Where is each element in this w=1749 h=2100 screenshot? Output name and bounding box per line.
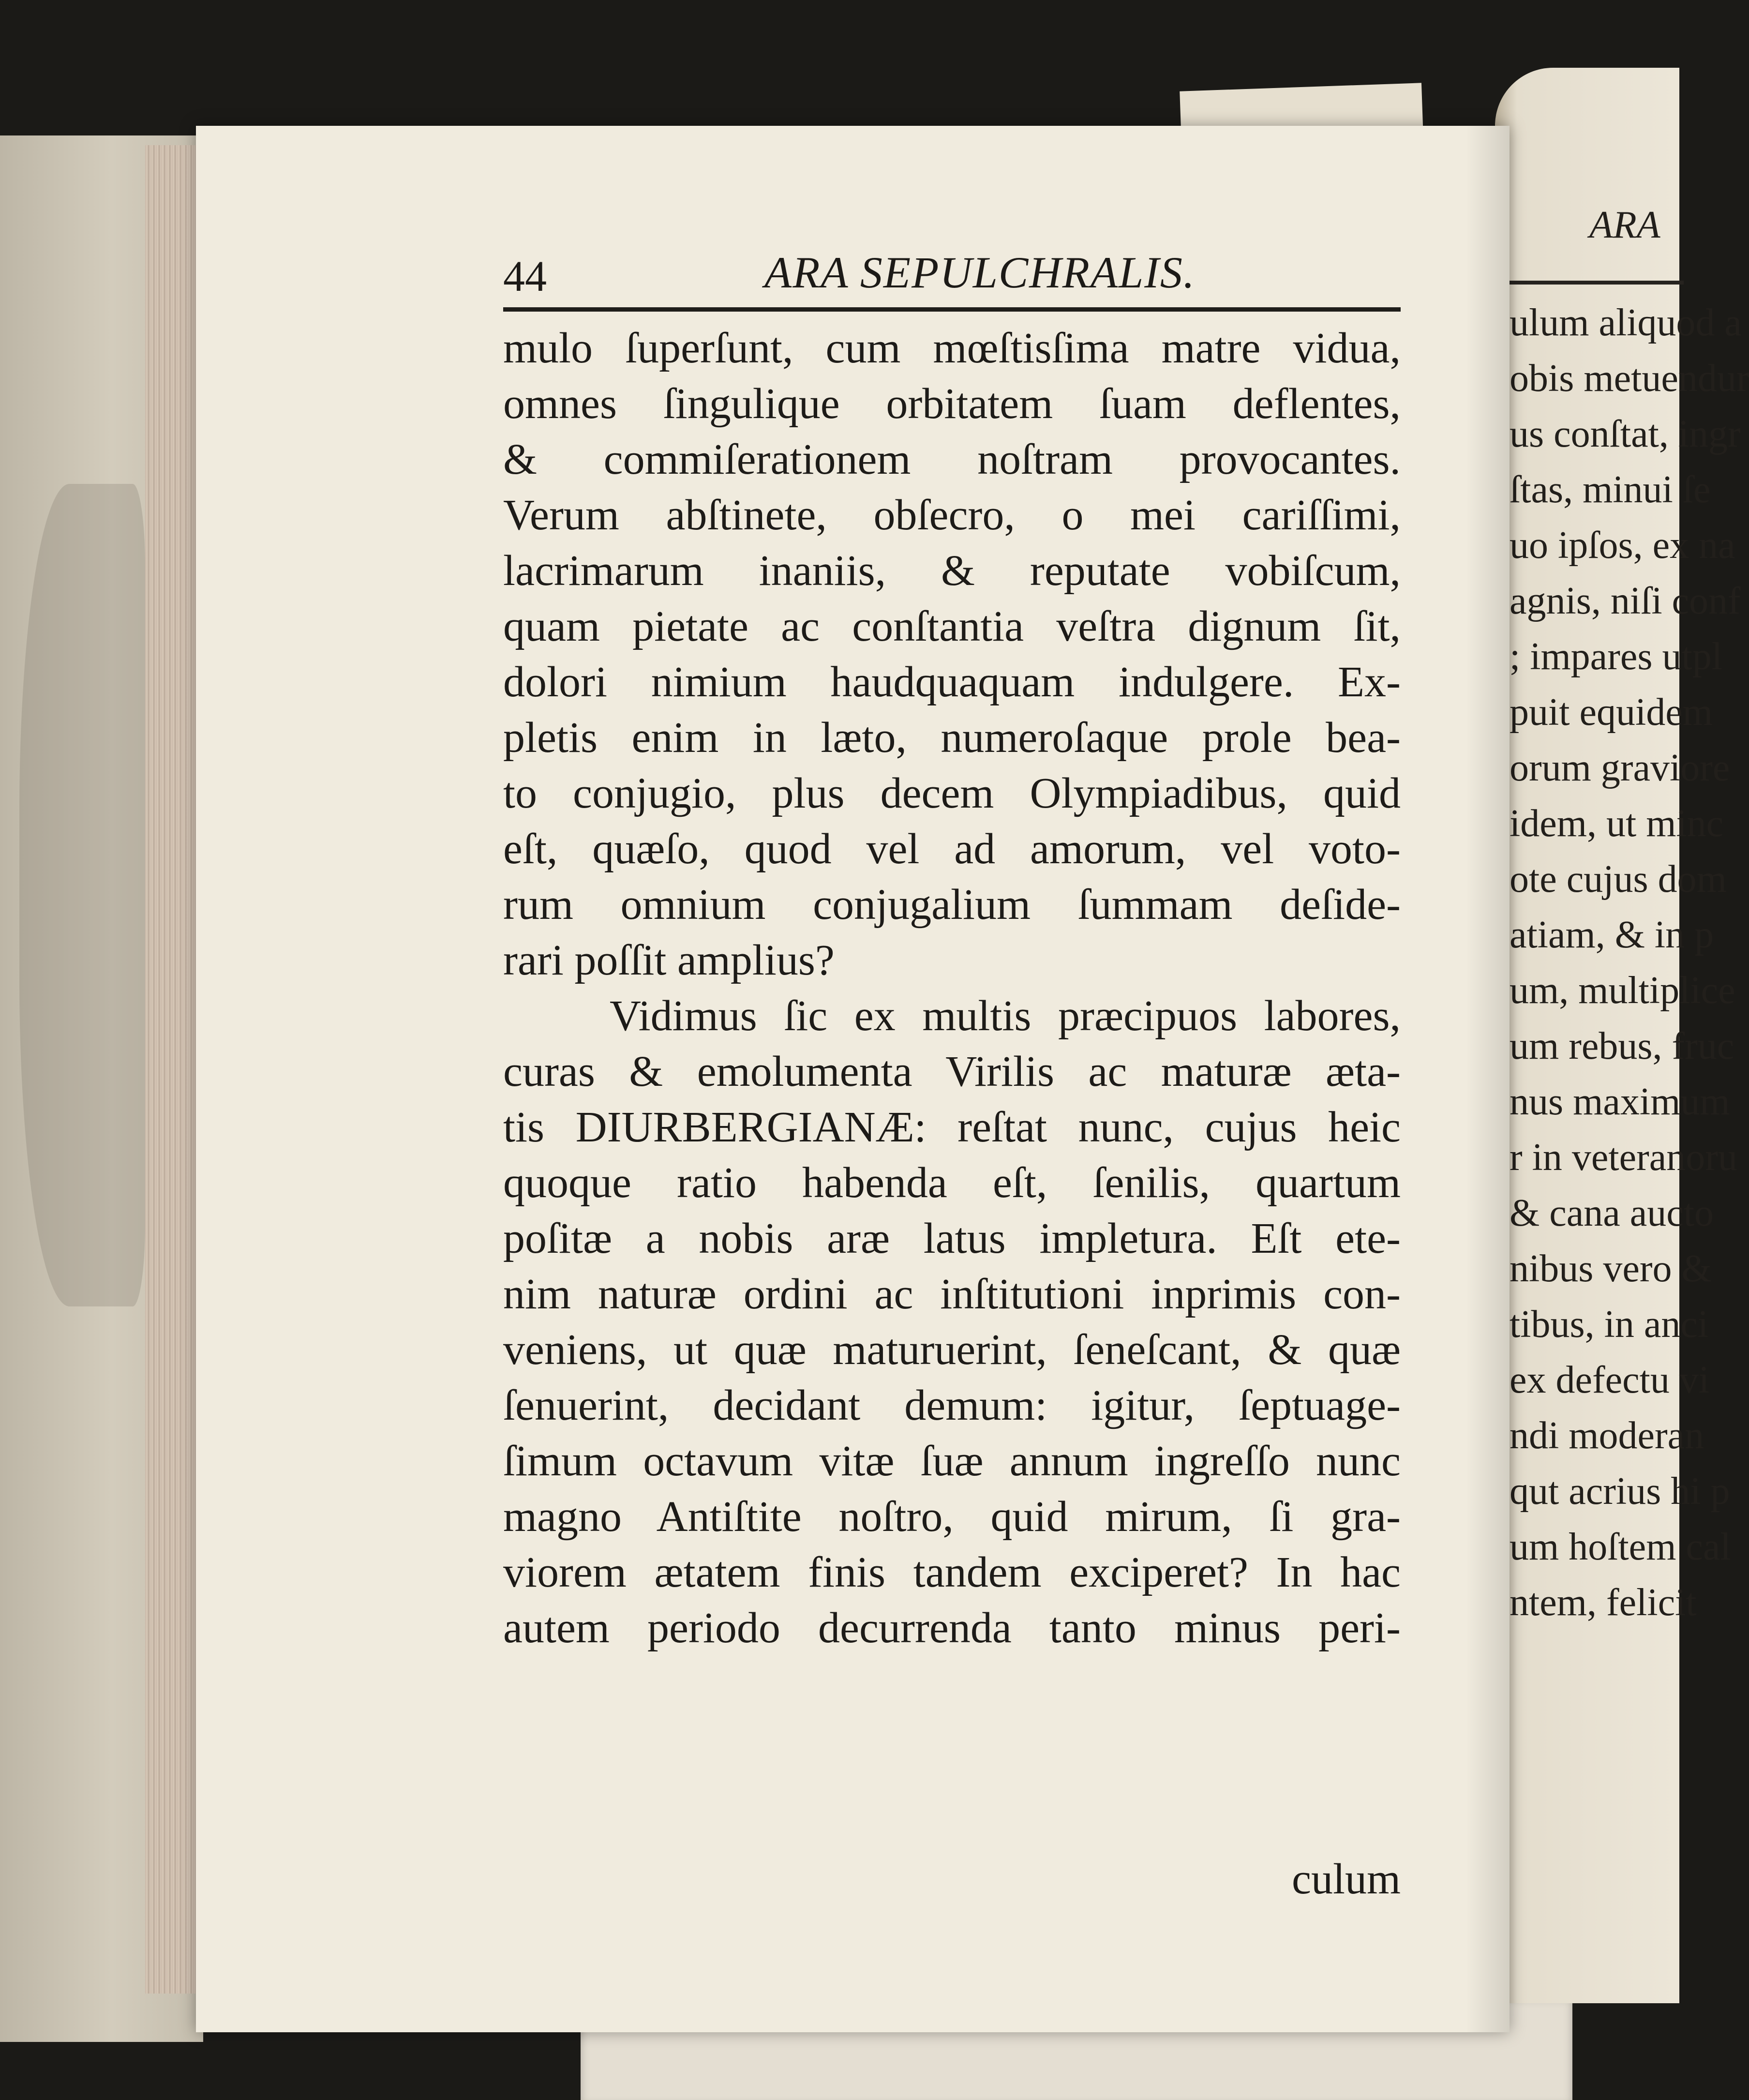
text-line: autem periodo decurrenda tanto minus peri- bbox=[503, 1604, 1401, 1652]
text-line: quoque ratio habenda eſt, ſenilis, quartum bbox=[503, 1159, 1401, 1207]
facing-text-line: um hoſtem cal bbox=[1510, 1526, 1731, 1568]
text-line: curas & emolumenta Virilis ac maturæ æta- bbox=[503, 1048, 1401, 1095]
facing-running-title: ARA bbox=[1589, 204, 1660, 246]
text-line: viorem ætatem finis tandem exciperet? In hac bbox=[503, 1548, 1401, 1596]
facing-text-line: obis metuendur bbox=[1510, 357, 1749, 400]
text-line: rari poſſit amplius? bbox=[503, 936, 835, 984]
facing-text-line: r in veteranoru bbox=[1510, 1136, 1737, 1179]
facing-text-block bbox=[1510, 295, 1749, 1631]
text-line: Verum abſtinete, obſecro, o mei cariſſimi, bbox=[503, 491, 1401, 539]
facing-text-line: ote cujus dom bbox=[1510, 858, 1727, 900]
facing-text-line: atiam, & in p bbox=[1510, 914, 1714, 956]
facing-text-line: & cana aucto bbox=[1510, 1192, 1714, 1234]
facing-text-line: puit equidem bbox=[1510, 691, 1713, 734]
text-line: dolori nimium haudquaquam indulgere. Ex- bbox=[503, 658, 1401, 706]
facing-text-line: us conſtat, ingr bbox=[1510, 413, 1741, 455]
facing-text-line: agnis, niſi conf bbox=[1510, 580, 1741, 622]
page-header bbox=[503, 242, 1408, 315]
facing-text-line: ulum aliquod a bbox=[1510, 301, 1742, 344]
facing-text-line: tibus, in anci bbox=[1510, 1303, 1709, 1346]
facing-page bbox=[1495, 68, 1749, 2003]
text-line: ſenuerint, decidant demum: igitur, ſeptuage- bbox=[503, 1381, 1401, 1429]
text-line: lacrimarum inaniis, & reputate vobiſcum, bbox=[503, 547, 1401, 595]
header-rule bbox=[503, 307, 1401, 312]
facing-text-line: ntem, felicit bbox=[1510, 1581, 1697, 1624]
facing-text-line: um rebus, fruc bbox=[1510, 1025, 1734, 1067]
facing-header-rule bbox=[1500, 281, 1684, 285]
facing-text-line: nibus vero & bbox=[1510, 1247, 1712, 1290]
running-title: ARA SEPULCHRALIS. bbox=[764, 248, 1196, 297]
text-line: ſimum octavum vitæ ſuæ annum ingreſſo nunc bbox=[503, 1437, 1401, 1485]
text-line: & commiſerationem noſtram provocantes. bbox=[503, 435, 1401, 483]
facing-text-line: nus maximum bbox=[1510, 1080, 1730, 1123]
text-line: magno Antiſtite noſtro, quid mirum, ſi gra- bbox=[503, 1493, 1401, 1541]
body-text bbox=[503, 320, 1401, 1903]
facing-text-line: um, multiplice bbox=[1510, 969, 1735, 1012]
text-line: Vidimus ſic ex multis præcipuos labores, bbox=[610, 992, 1401, 1040]
text-line: tis DIURBERGIANÆ: reſtat nunc, cujus heic bbox=[503, 1103, 1401, 1151]
facing-text-line: ſtas, minui ſe bbox=[1510, 468, 1711, 511]
catchword: culum bbox=[1292, 1855, 1401, 1903]
text-line: mulo ſuperſunt, cum mœſtisſima matre vidua, bbox=[503, 324, 1401, 372]
page-number: 44 bbox=[503, 253, 547, 300]
text-line: eſt, quæſo, quod vel ad amorum, vel voto- bbox=[503, 825, 1401, 873]
text-line: poſitæ a nobis aræ latus impletura. Eſt ete- bbox=[503, 1215, 1401, 1262]
left-page-shadow bbox=[19, 484, 145, 1306]
facing-text-line: ex defectu vi bbox=[1510, 1359, 1710, 1401]
facing-text-line: ; impares utpl bbox=[1510, 635, 1722, 678]
text-line: quam pietate ac conſtantia veſtra dignum ſit, bbox=[503, 602, 1401, 650]
text-line: pletis enim in læto, numeroſaque prole bea- bbox=[503, 714, 1401, 762]
text-line: veniens, ut quæ maturuerint, ſeneſcant, & quæ bbox=[503, 1326, 1401, 1374]
facing-text-line: qut acrius hi p bbox=[1510, 1470, 1730, 1513]
facing-text-line: orum graviore bbox=[1510, 747, 1730, 789]
facing-text-line: uo ipſos, ex na bbox=[1510, 524, 1735, 567]
facing-text-line: ndi moderan bbox=[1510, 1414, 1704, 1457]
text-line: nim naturæ ordini ac inſtitutioni inprimis con- bbox=[503, 1270, 1401, 1318]
text-line: to conjugio, plus decem Olympiadibus, quid bbox=[503, 769, 1401, 817]
facing-text-line: idem, ut minc bbox=[1510, 802, 1724, 845]
text-line: rum omnium conjugalium ſummam deſide- bbox=[503, 881, 1401, 929]
text-line: omnes ſingulique orbitatem ſuam deflentes, bbox=[503, 380, 1401, 428]
